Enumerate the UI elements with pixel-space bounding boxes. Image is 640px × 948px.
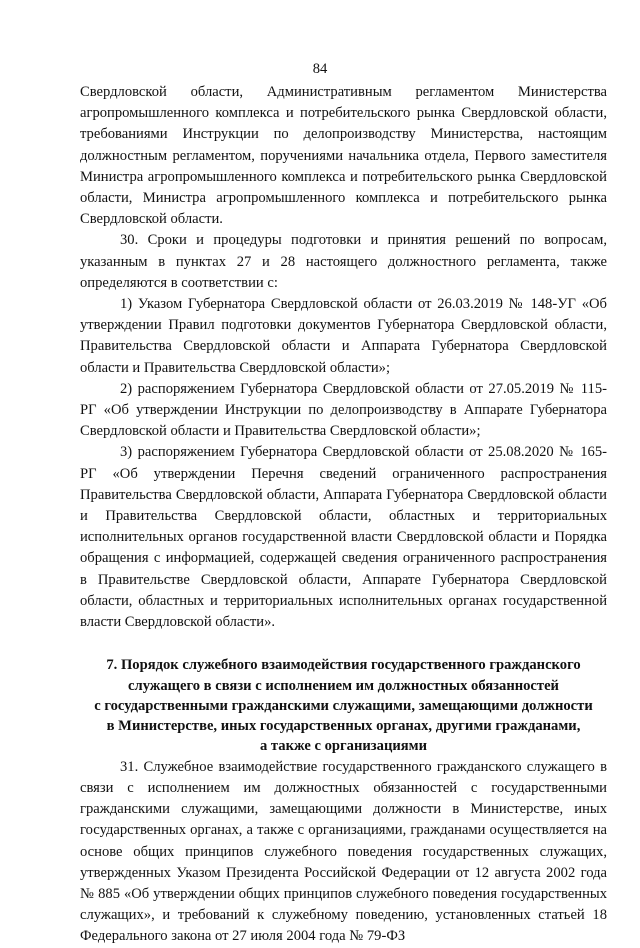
list-item-1: 1) Указом Губернатора Свердловской области от 26.03.2019 № 148-УГ «Об утверждении Правил подготовки документов Губернатора Свердловской области, Правительства Свердловской области и Аппарата Губернатора Свердловской области и Правительства Свердловской области»; [80,296,607,376]
page-number: 84 [312,61,328,77]
document-body [80,82,607,948]
list-item-3: 3) распоряжением Губернатора Свердловской области от 25.08.2020 № 165-РГ «Об утверждении Перечня сведений ограниченного распространения Правительства Свердловской области, Аппарата Губернатора Свердловской области и Правительства Свердловской области, областных и территориальных исполнительных органов государственной власти Свердловской области и Порядка обращения с информацией, содержащей сведения ограниченного распространения в Правительстве Свердловской области, Аппарате Губернатора Свердловской области, областных и территориальных исполнительных органах государственной власти Свердловской области». [80,444,607,631]
paragraph-item-30: 30. Сроки и процедуры подготовки и принятия решений по вопросам, указанным в пунктах 27 и 28 настоящего должностного регламента, также определяются в соответствии с: [80,232,607,291]
paragraph-continuation: Свердловской области, Административным регламентом Министерства агропромышленного комплекса и потребительского рынка Свердловской области, требованиями Инструкции по делопроизводству Министерства, настоящим должностным регламентом, поручениями начальника отдела, Первого заместителя Министра агропромышленного комплекса и потребительского рынка Свердловской области, Министра агропромышленного комплекса и потребительского рынка Свердловской области. [80,84,607,228]
section-heading-line: в Министерстве, иных государственных органах, другими гражданами, [106,718,581,735]
section-heading-line: с государственными гражданскими служащими, замещающими должности [94,697,593,714]
section-heading-line: 7. Порядок служебного взаимодействия государственного гражданского [106,657,581,674]
paragraph-item-31: 31. Служебное взаимодействие государственного гражданского служащего в связи с исполнением им должностных обязанностей с государственными гражданскими служащими, замещающими должности в Министерстве, иных государственных органах, а также с организациями, гражданами осуществляется на основе общих принципов служебного поведения государственных служащих, утвержденных Указом Президента Российской Федерации от 12 августа 2002 года № 885 «Об утверждении общих принципов служебного поведения государственных служащих», и требований к служебному поведению, установленных статьей 18 Федерального закона от 27 июля 2004 года № 79-ФЗ [80,758,607,945]
section-heading-line: а также с организациями [259,738,428,755]
list-item-2: 2) распоряжением Губернатора Свердловской области от 27.05.2019 № 115-РГ «Об утверждении Инструкции по делопроизводству в Аппарате Губернатора Свердловской области и Правительства Свердловской области»; [80,380,607,440]
section-heading-line: служащего в связи с исполнением им должностных обязанностей [128,677,559,694]
section-heading [80,655,607,756]
